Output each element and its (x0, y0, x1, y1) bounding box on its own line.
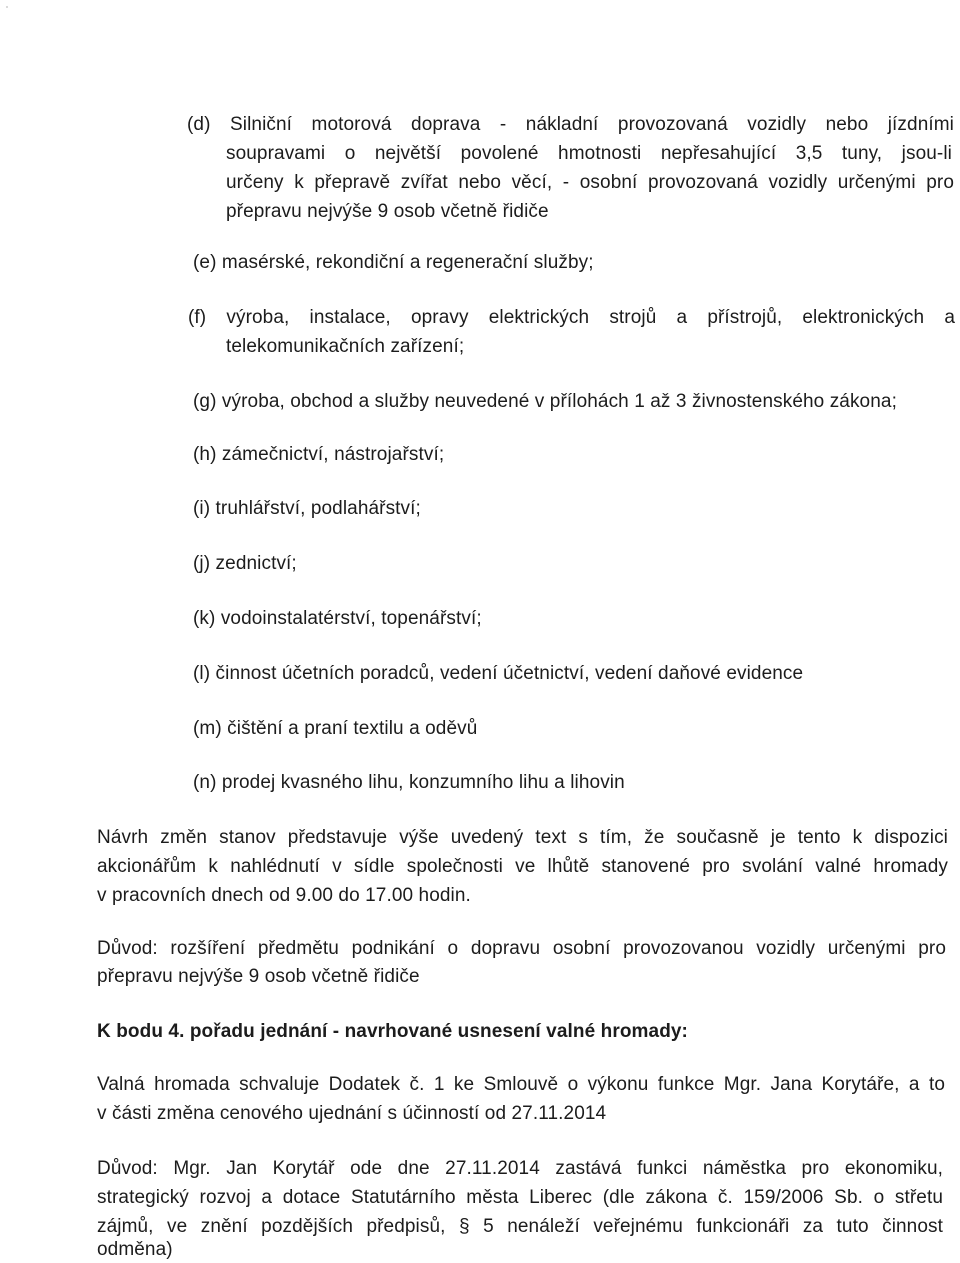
item-d-line-2: soupravami o největší povolené hmotnosti nepřesahující 3,5 tuny, jsou-li (226, 143, 952, 164)
item-i: (i) truhlářství, podlahářství; (193, 498, 421, 519)
reason-1-line-1: Důvod: rozšíření předmětu podnikání o dopravu osobní provozovanou vozidly určenými pro (97, 938, 946, 959)
reason-2-line-4: odměna) (97, 1239, 173, 1260)
resolution-line-2: v části změna cenového ujednání s účinností od 27.11.2014 (97, 1103, 607, 1124)
item-e: (e) masérské, rekondiční a regenerační služby; (193, 252, 594, 273)
scan-speck (6, 6, 8, 8)
item-d-line-1: (d) Silniční motorová doprava - nákladní provozovaná vozidly nebo jízdními (187, 114, 954, 135)
item-f-line-2: telekomunikačních zařízení; (226, 336, 465, 357)
item-f-line-1: (f) výroba, instalace, opravy elektrických strojů a přístrojů, elektronických a (188, 307, 955, 328)
reason-2-line-2: strategický rozvoj a dotace Statutárního města Liberec (dle zákona č. 159/2006 Sb. o střetu (97, 1187, 943, 1208)
resolution-line-1: Valná hromada schvaluje Dodatek č. 1 ke Smlouvě o výkonu funkce Mgr. Jana Korytáře, a to (97, 1074, 945, 1095)
proposal-line-3: v pracovních dnech od 9.00 do 17.00 hodin. (97, 885, 471, 906)
item-l: (l) činnost účetních poradců, vedení účetnictví, vedení daňové evidence (193, 663, 804, 684)
proposal-line-1: Návrh změn stanov představuje výše uvedený text s tím, že současně je tento k dispozici (97, 827, 948, 848)
item-j: (j) zednictví; (193, 553, 297, 574)
proposal-line-2: akcionářům k nahlédnutí v sídle společnosti ve lhůtě stanovené pro svolání valné hromady (97, 856, 948, 877)
item-m: (m) čištění a praní textilu a oděvů (193, 718, 478, 739)
reason-2-line-1: Důvod: Mgr. Jan Korytář ode dne 27.11.2014 zastává funkci náměstka pro ekonomiku, (97, 1158, 943, 1179)
section-heading: K bodu 4. pořadu jednání - navrhované usnesení valné hromady: (97, 1021, 688, 1042)
item-d-line-4: přepravu nejvýše 9 osob včetně řidiče (226, 201, 549, 222)
item-h: (h) zámečnictví, nástrojařství; (193, 444, 445, 465)
item-k: (k) vodoinstalatérství, topenářství; (193, 608, 482, 629)
item-n: (n) prodej kvasného lihu, konzumního lihu a lihovin (193, 772, 625, 793)
item-g: (g) výroba, obchod a služby neuvedené v přílohách 1 až 3 živnostenského zákona; (193, 391, 897, 412)
reason-2-line-3: zájmů, ve znění pozdějších předpisů, § 5 nenáleží veřejnému funkcionáři za tuto činnost (97, 1216, 943, 1237)
reason-1-line-2: přepravu nejvýše 9 osob včetně řidiče (97, 966, 420, 987)
item-d-line-3: určeny k přepravě zvířat nebo věcí, - osobní provozovaná vozidly určenými pro (226, 172, 954, 193)
